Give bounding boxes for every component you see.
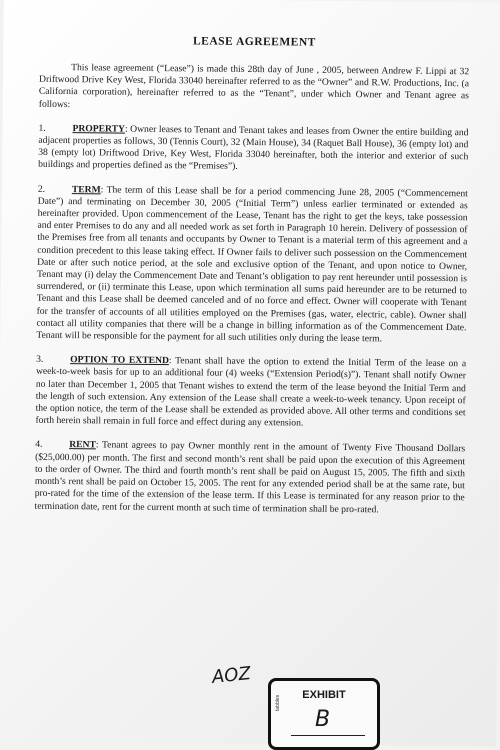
- section-number: 4.: [35, 439, 43, 451]
- section-heading: TERM: [71, 183, 101, 196]
- section-heading: RENT: [69, 439, 96, 451]
- section-option-to-extend: [35, 354, 466, 432]
- section-body: : Tenant agrees to pay Owner monthly rent in the amount of Twenty Five Thousand Dollars ($25,000.00) per month. The first and second month’s rent shall be paid upon the execution of this Agreement to the order of Owner. The third and fourth month’s rent shall be paid on August 15, 2005. The fifth and sixth month’s rent shall be paid on October 15, 2005. The rent for any extended period shall be at the same rate, but pro-rated for the time of the extension of the lease term. If this Lease is terminated for any reason prior to the termination date, rent for the current month at such time of termination shall be pro-rated.: [34, 439, 466, 515]
- section-number: 1.: [38, 122, 46, 134]
- section-heading: PROPERTY: [72, 122, 126, 135]
- section-heading: OPTION TO EXTEND: [70, 354, 169, 367]
- intro-paragraph: This lease agreement (“Lease”) is made this 28th day of June , 2005, between Andrew F. Lippi at 32 Driftwood Drive Key West, Florida 33040 hereinafter referred to as the “Owner” and R.W. Productions, Inc. (a California corporation), hereinafter referred to as the “Tenant”, under which Owner and Tenant agree as follows:: [38, 62, 470, 110]
- document-title: LEASE AGREEMENT: [192, 35, 316, 49]
- exhibit-label: EXHIBIT: [302, 689, 346, 701]
- section-rent: [35, 439, 466, 517]
- exhibit-tab-brand: tabbles: [275, 694, 281, 711]
- section-body: : The term of this Lease shall be for a period commencing June 28, 2005 (“Commencement Date”) and terminating on December 30, 2005 (“Initial Term”) unless earlier terminated or extended as hereinafter provided. Upon commencement of the Lease, Tenant has the right to get the keys, take possession and enter Premises to do any and all needed work as set forth in Paragraph 10 herein. Delivery of possession of the Premises free from all tenants and occupants by Owner to Tenant is a material term of this agreement and a condition precedent to this lease taking effect. If Owner fails to deliver such possession on the Commencement Date or after such notice period, at the sole and exclusive option of the Tenant, and upon notice to Owner, Tenant may (i) delay the Commencement Date and Tenant’s obligation to pay rent hereunder until possession is surrendered, or (ii) terminate this Lease, upon which termination all sums paid hereunder are to be returned to Tenant and this Lease shall be deemed canceled and of no force and effect. Owner will cooperate with Tenant for the transfer of accounts of all utilities employed on the Premises (gas, water, electric, cable). Owner shall contact all utility companies that there will be a change in billing information as of the Commencement Date. Tenant will be responsible for the payment for all such utilities only during the lease term.: [36, 184, 468, 345]
- section-body: : Tenant shall have the option to extend the Initial Term of the lease on a week-to-week basis for up to an additional four (4) weeks (“Extension Period(s)”). Tenant shall notify Owner no later than December 1, 2005 that Tenant wishes to extend the term of the lease beyond the Initial Term and the length of such extension. Any extension of the Lease shall create a week-to-week tenancy. Upon receipt of the option notice, the term of the Lease shall be extended as provided above. All other terms and conditions set forth herein shall remain in full force and effect during any extension.: [35, 355, 467, 429]
- section-number: 2.: [37, 183, 46, 195]
- section-property: [38, 123, 468, 176]
- section-term: [36, 183, 468, 346]
- exhibit-sticker: [268, 678, 380, 750]
- exhibit-letter: B: [315, 707, 331, 732]
- section-body: : Owner leases to Tenant and Tenant takes and leases from Owner the entire building and adjacent properties as follows, 30 (Tennis Court), 32 (Main House), 34 (Raquet Ball House), 36 (empty lot) and 38 (empty lot) Driftwood Drive, Key West, Florida 33040 hereinafter, both the interior and exterior of such buildings and properties defined as the “Premises”).: [38, 123, 469, 173]
- section-number: 3.: [36, 354, 44, 366]
- exhibit-underline: [291, 735, 365, 736]
- handwritten-initials: AOZ: [211, 663, 252, 688]
